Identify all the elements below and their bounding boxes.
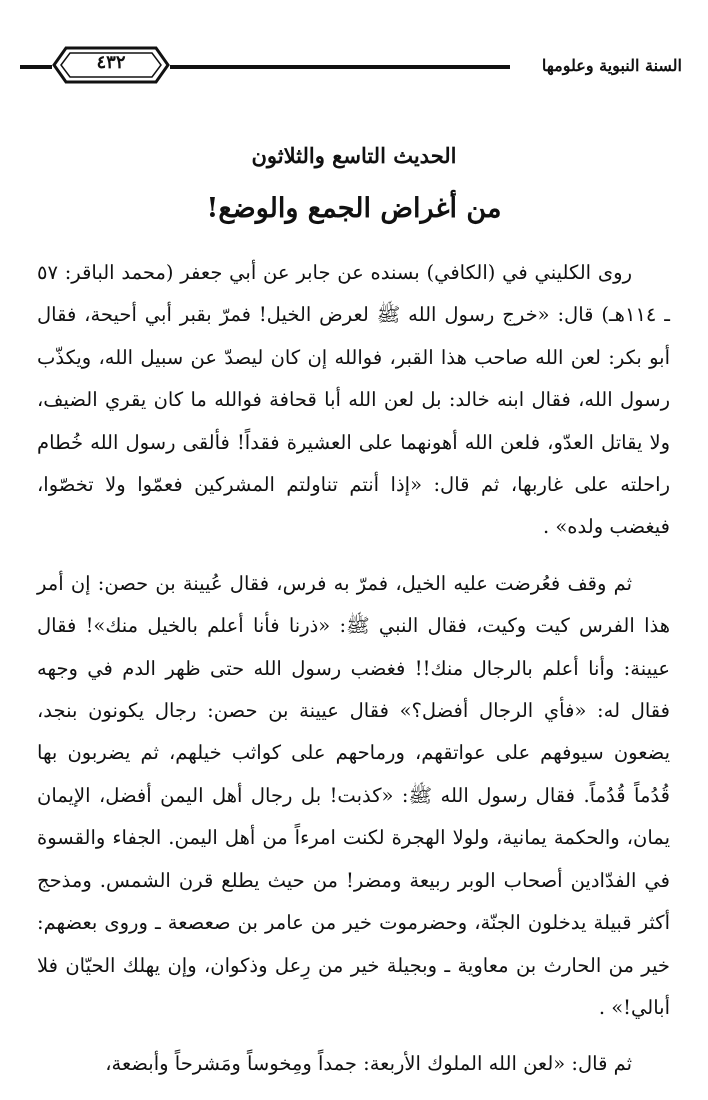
hadith-title-heading: من أغراض الجمع والوضع!: [206, 193, 502, 224]
page-header: [20, 40, 688, 90]
body-text: [37, 252, 670, 1100]
paragraph: ثم وقف فعُرضت عليه الخيل، فمرّ به فرس، فقال عُيينة بن حصن: إن أمر هذا الفرس كيت وكيت، فقال النبي ﷺ: «ذرنا فأنا أعلم بالخيل منك»! فقال عيينة: وأنا أعلم بالرجال منك!! فغضب رسول الله حتى ظهر الدم في وجهه فقال له: «فأي الرجال أفضل؟» فقال عيينة بن حصن: رجال يكونون بنجد، يضعون سيوفهم على عواتقهم، ورماحهم على كواثب خيلهم، ثم يضربون بها قُدُماً قُدُماً. فقال رسول الله ﷺ: «كذبت! بل رجال أهل اليمن أفضل، الإيمان يمان، والحكمة يمانية، ولولا الهجرة لكنت امرءاً من أهل اليمن. الجفاء والقسوة في الفدّادين أصحاب الوبر ربيعة ومضر! من حيث يطلع قرن الشمس. ومذحج أكثر قبيلة يدخلون الجنّة، وحضرموت خير من عامر بن صعصعة ـ وروى بعضهم: خير من الحارث بن معاوية ـ وبجيلة خير من رِعل وذكوان، وإن يهلك الحيّان فلا أبالي!» .: [37, 571, 670, 1019]
running-title: السنة النبوية وعلومها: [541, 56, 682, 75]
paragraph: روى الكليني في (الكافي) بسنده عن جابر عن أبي جعفر (محمد الباقر: ٥٧ ـ ١١٤هـ) قال: «خرج رسول الله ﷺ لعرض الخيل! فمرّ بقبر أبي أحيحة، فقال أبو بكر: لعن الله صاحب هذا القبر، فوالله إن كان ليصدّ عن سبيل الله، ويكذّب رسول الله، فقال ابنه خالد: بل لعن الله أبا قحافة فوالله ما كان يقري الضيف، ولا يقاتل العدّو، فلعن الله أهونهما على العشيرة فقداً! فألقى رسول الله خُطام راحلته على غاربها، ثم قال: «إذا أنتم تناولتم المشركين فعمّوا ولا تخصّوا، فيغضب ولده» .: [37, 261, 670, 539]
page-number: ٤٣٢: [96, 52, 126, 73]
header-rule: [170, 65, 510, 69]
hadith-number-heading: الحديث التاسع والثلاثون: [251, 143, 457, 168]
paragraph: ثم قال: «لعن الله الملوك الأربعة: جمداً ومِخوساً ومَشرحاً وأبضعة،: [105, 1052, 632, 1076]
header-left-bar: [20, 65, 52, 69]
